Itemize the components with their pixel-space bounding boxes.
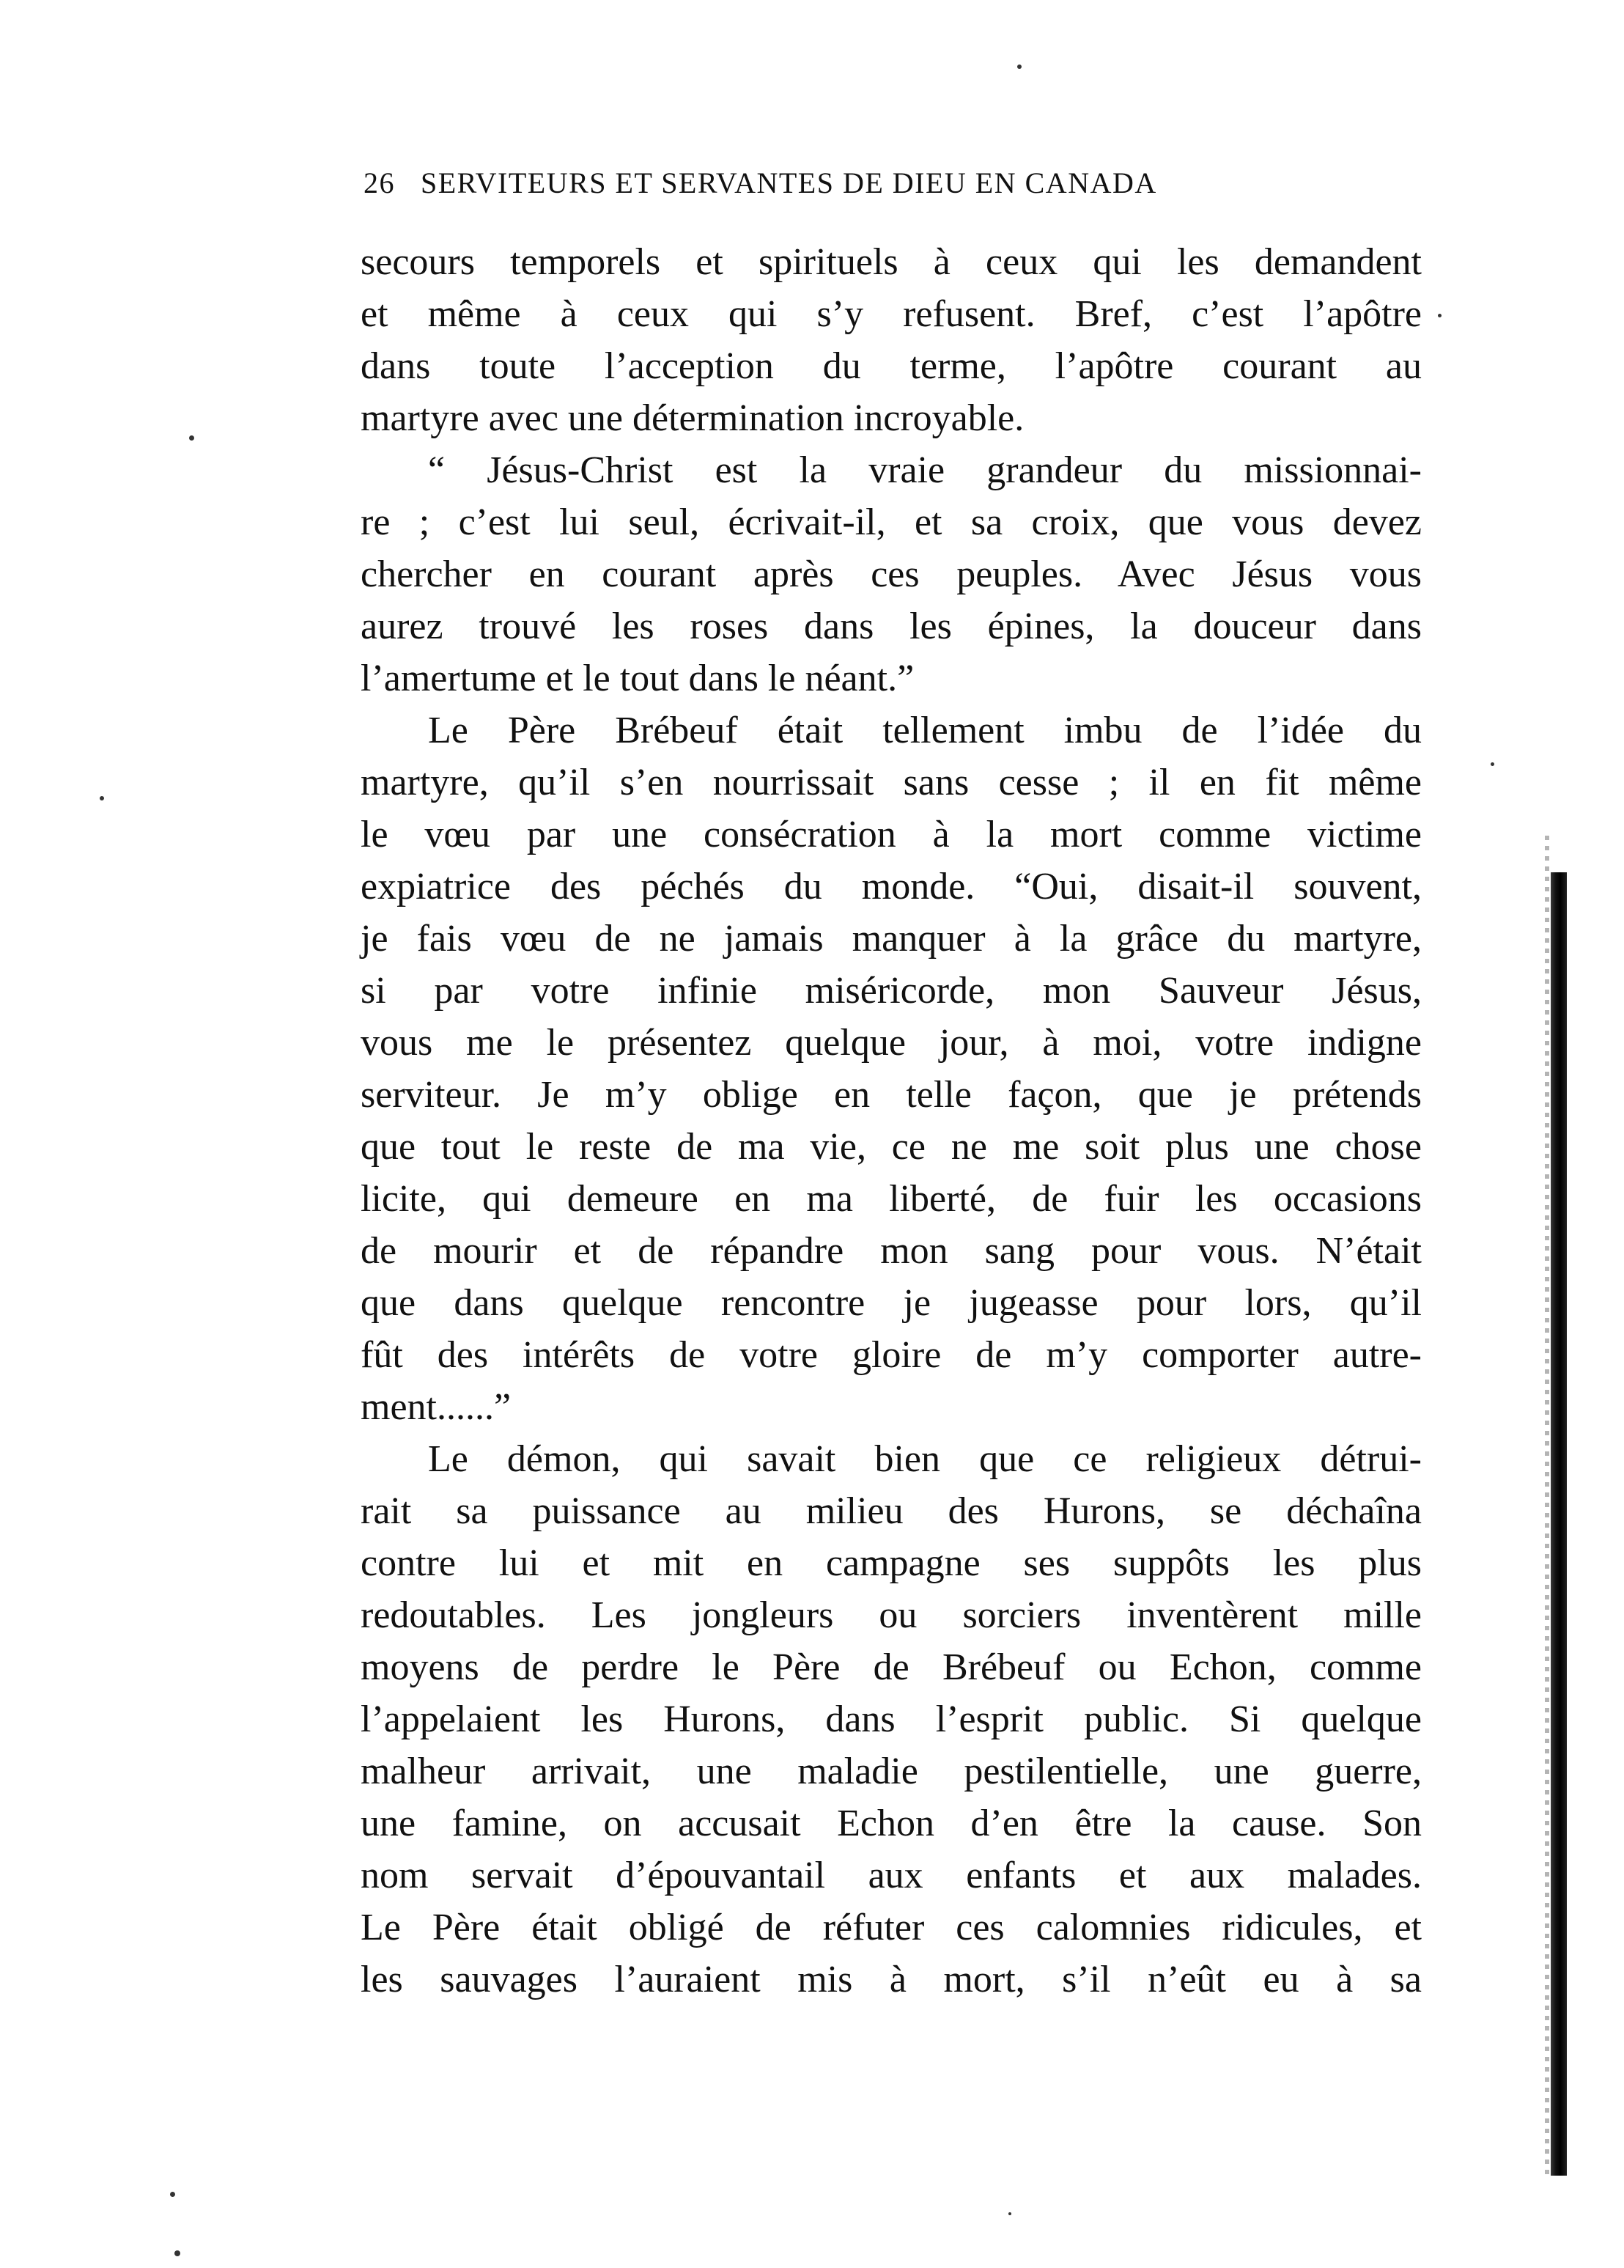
- text-line: Le Père était obligé de réfuter ces calomnies ridicules, et: [361, 1907, 1422, 1948]
- text-line: re ; c’est lui seul, écrivait-il, et sa croix, que vous devez: [361, 501, 1422, 543]
- text-line: serviteur. Je m’y oblige en telle façon, que je prétends: [361, 1074, 1422, 1116]
- running-head: [363, 166, 1404, 200]
- text-line: Le Père Brébeuf était tellement imbu de l’idée du: [428, 710, 1422, 751]
- dust-speck: [1491, 762, 1494, 766]
- text-line: les sauvages l’auraient mis à mort, s’il n’eût eu à sa: [361, 1959, 1422, 2000]
- text-line: vous me le présentez quelque jour, à moi, votre indigne: [361, 1022, 1422, 1064]
- text-line: malheur arrivait, une maladie pestilentielle, une guerre,: [361, 1750, 1422, 1792]
- text-line: si par votre infinie miséricorde, mon Sauveur Jésus,: [361, 970, 1422, 1012]
- text-line: expiatrice des péchés du monde. “Oui, disait-il souvent,: [361, 866, 1422, 907]
- text-line: contre lui et mit en campagne ses suppôts les plus: [361, 1542, 1422, 1584]
- text-line: le vœu par une consécration à la mort comme victime: [361, 814, 1422, 855]
- text-line: chercher en courant après ces peuples. Avec Jésus vous: [361, 553, 1422, 595]
- text-line: redoutables. Les jongleurs ou sorciers inventèrent mille: [361, 1594, 1422, 1636]
- text-line: que tout le reste de ma vie, ce ne me soit plus une chose: [361, 1126, 1422, 1168]
- scan-edge-bar: [1551, 872, 1567, 2176]
- dust-speck: [100, 796, 104, 800]
- text-line: l’appelaient les Hurons, dans l’esprit public. Si quelque: [361, 1698, 1422, 1740]
- text-line: martyre, qu’il s’en nourrissait sans cesse ; il en fit même: [361, 762, 1422, 803]
- text-line: secours temporels et spirituels à ceux qui les demandent: [361, 241, 1422, 283]
- dust-speck: [1008, 2212, 1011, 2215]
- text-line: une famine, on accusait Echon d’en être la cause. Son: [361, 1803, 1422, 1844]
- text-line: Le démon, qui savait bien que ce religieux détrui-: [428, 1438, 1422, 1480]
- text-line: aurez trouvé les roses dans les épines, la douceur dans: [361, 605, 1422, 647]
- text-line: et même à ceux qui s’y refusent. Bref, c’est l’apôtre: [361, 293, 1422, 335]
- text-line: moyens de perdre le Père de Brébeuf ou Echon, comme: [361, 1646, 1422, 1688]
- dust-speck: [189, 435, 194, 441]
- text-line: rait sa puissance au milieu des Hurons, se déchaîna: [361, 1490, 1422, 1532]
- text-line: licite, qui demeure en ma liberté, de fuir les occasions: [361, 1178, 1422, 1220]
- text-line: fût des intérêts de votre gloire de m’y comporter autre-: [361, 1334, 1422, 1376]
- dust-speck: [170, 2192, 175, 2197]
- text-line: je fais vœu de ne jamais manquer à la grâce du martyre,: [361, 918, 1422, 960]
- text-line: martyre avec une détermination incroyable.: [361, 397, 1025, 439]
- page-number: 26: [363, 166, 395, 199]
- dust-speck: [1438, 314, 1442, 317]
- text-line: dans toute l’acception du terme, l’apôtre courant au: [361, 345, 1422, 387]
- text-line: que dans quelque rencontre je jugeasse pour lors, qu’il: [361, 1282, 1422, 1324]
- dust-speck: [1017, 65, 1022, 69]
- body-text: [361, 236, 1422, 2006]
- text-line: de mourir et de répandre mon sang pour vous. N’était: [361, 1230, 1422, 1272]
- text-line: “ Jésus-Christ est la vraie grandeur du missionnai-: [428, 449, 1422, 491]
- text-line: l’amertume et le tout dans le néant.”: [361, 658, 915, 699]
- text-line: ment......”: [361, 1386, 512, 1428]
- text-line: nom servait d’épouvantail aux enfants et aux malades.: [361, 1855, 1422, 1896]
- dust-speck: [174, 2250, 180, 2256]
- scan-edge-shadow: [1545, 836, 1549, 2177]
- running-title: SERVITEURS ET SERVANTES DE DIEU EN CANADA: [421, 166, 1157, 199]
